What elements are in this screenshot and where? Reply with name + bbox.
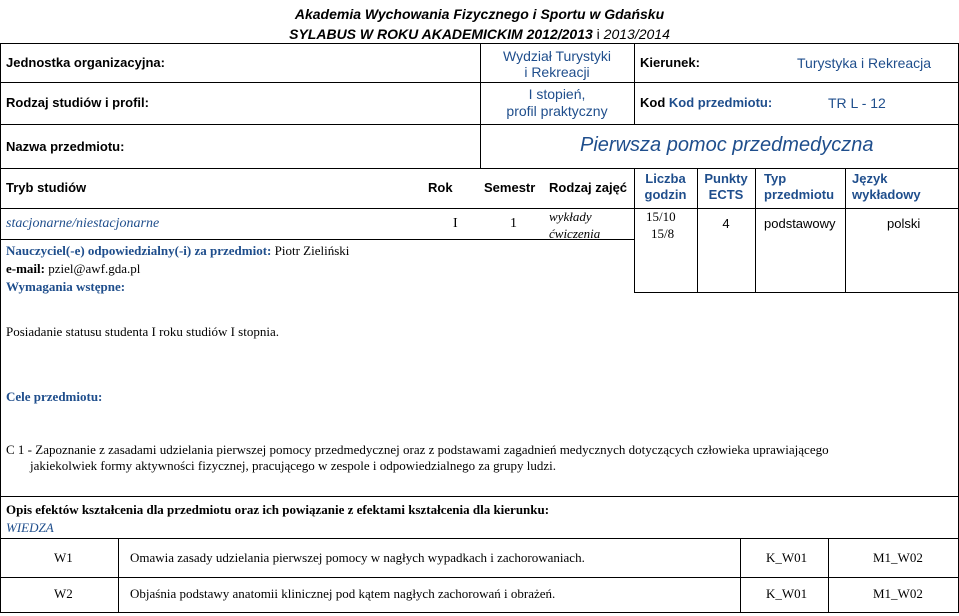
- row-lectures-hours: 15/10: [646, 209, 676, 224]
- studies-value-line1: I stopień,: [528, 86, 586, 102]
- outcome-2-text: Objaśnia podstawy anatomii klinicznej pod kątem nagłych zachorowań i obrażeń.: [130, 586, 556, 601]
- rule-col-type: [755, 168, 756, 292]
- direction-value: Turystyka i Rekreacja: [797, 55, 932, 71]
- unit-label: Jednostka organizacyjna:: [6, 55, 165, 70]
- outcome-1-k: K_W01: [766, 550, 808, 565]
- syllabus-title: [0, 26, 959, 42]
- syllabus-separator: i: [592, 26, 604, 42]
- unit-value: [480, 48, 634, 80]
- row-lectures: wykłady: [549, 209, 592, 224]
- unit-value-line2: i Rekreacji: [524, 64, 590, 80]
- prereq-text: Posiadanie statusu studenta I roku studiów I stopnia.: [6, 324, 279, 339]
- rule-left: [0, 43, 1, 613]
- rule-table-row: [0, 239, 634, 240]
- teacher-label: Nauczyciel(-e) odpowiedzialny(-i) za przedmiot:: [6, 243, 272, 258]
- row-exercises-hours: 15/8: [651, 226, 675, 241]
- outcomes-label: Opis efektów kształcenia dla przedmiotu oraz ich powiązanie z efektami kształcenia dla kierunku:: [6, 502, 550, 517]
- rule-col-lang: [845, 168, 846, 292]
- goal-c1-line2: jakiekolwiek formy aktywności fizycznej, pracującego w zespole i odpowiedzialnego za grupy ludzi.: [30, 458, 556, 473]
- teacher-line: [6, 243, 349, 259]
- th-hours-line2: godzin: [644, 187, 687, 202]
- th-language-line2: wykładowy: [852, 187, 921, 202]
- th-language-line1: Język: [852, 171, 888, 186]
- rule-col-direction: [634, 43, 635, 124]
- outcomes-category: WIEDZA: [6, 520, 54, 535]
- outcome-1-id: W1: [54, 550, 73, 565]
- syllabus-year-bold: SYLABUS W ROKU AKADEMICKIM 2012/2013: [289, 26, 593, 42]
- th-class-type: Rodzaj zajęć: [549, 180, 628, 195]
- th-language: [852, 171, 921, 203]
- row-mode: stacjonarne/niestacjonarne: [6, 216, 160, 231]
- th-ects-line2: ECTS: [708, 187, 744, 202]
- goal-c1-line1: C 1 - Zapoznanie z zasadami udzielania pierwszej pomocy przedmedycznej oraz z podstawami zagadnień medycznych dotyczących człowieka uprawiającego: [6, 442, 829, 457]
- code-label: [640, 95, 772, 110]
- outcome-1-text: Omawia zasady udzielania pierwszej pomocy w nagłych wypadkach i zachorowaniach.: [130, 550, 585, 565]
- rule-out-col3: [828, 538, 829, 612]
- rule-name: [0, 168, 959, 169]
- studies-label: Rodzaj studiów i profil:: [6, 95, 149, 110]
- th-type-line1: Typ: [764, 171, 787, 186]
- row-semester: 1: [510, 216, 517, 231]
- rule-outcomes-table-top: [0, 538, 959, 539]
- code-label-rest: Kod przedmiotu:: [668, 95, 773, 110]
- teacher-value: Piotr Zieliński: [274, 243, 350, 258]
- studies-value-line2: profil praktyczny: [506, 103, 608, 119]
- rule-table-header: [0, 208, 959, 209]
- email-value: pziel@awf.gda.pl: [48, 261, 141, 276]
- rule-outcomes: [0, 496, 959, 497]
- studies-value: [480, 86, 634, 120]
- email-label: e-mail:: [6, 261, 45, 276]
- code-value: TR L - 12: [828, 95, 886, 111]
- rule-table-bottom-right: [634, 292, 959, 293]
- course-name-value: Pierwsza pomoc przedmedyczna: [580, 134, 874, 156]
- direction-label: Kierunek:: [640, 55, 700, 70]
- th-type: [764, 171, 834, 203]
- outcome-1-m: M1_W02: [873, 550, 923, 565]
- syllabus-year-second: 2013/2014: [603, 26, 670, 42]
- th-hours: [634, 171, 697, 203]
- row-exercises: ćwiczenia: [549, 226, 601, 241]
- row-language: polski: [887, 216, 921, 231]
- code-label-kod: Kod: [640, 95, 666, 110]
- th-ects-line1: Punkty: [704, 171, 748, 186]
- th-hours-line1: Liczba: [645, 171, 686, 186]
- prereq-label: Wymagania wstępne:: [6, 279, 126, 294]
- outcome-2-m: M1_W02: [873, 586, 923, 601]
- goals-label: Cele przedmiotu:: [6, 389, 103, 404]
- row-year: I: [453, 216, 458, 231]
- th-mode: Tryb studiów: [6, 180, 87, 195]
- course-name-label: Nazwa przedmiotu:: [6, 139, 125, 154]
- outcome-2-k: K_W01: [766, 586, 808, 601]
- row-type: podstawowy: [764, 216, 836, 231]
- rule-out-col2: [740, 538, 741, 612]
- th-year: Rok: [428, 180, 453, 195]
- rule-outcomes-bottom: [0, 612, 959, 613]
- row-ects: 4: [722, 216, 730, 231]
- email-line: [6, 261, 140, 277]
- unit-value-line1: Wydział Turystyki: [502, 48, 611, 64]
- rule-out-col1: [118, 538, 119, 612]
- academy-title: Akademia Wychowania Fizycznego i Sportu w Gdańsku: [294, 6, 665, 22]
- outcome-2-id: W2: [54, 586, 73, 601]
- rule-outcomes-row: [0, 577, 959, 578]
- th-type-line2: przedmiotu: [764, 187, 835, 202]
- th-semester: Semestr: [484, 180, 536, 195]
- th-ects: [697, 171, 755, 203]
